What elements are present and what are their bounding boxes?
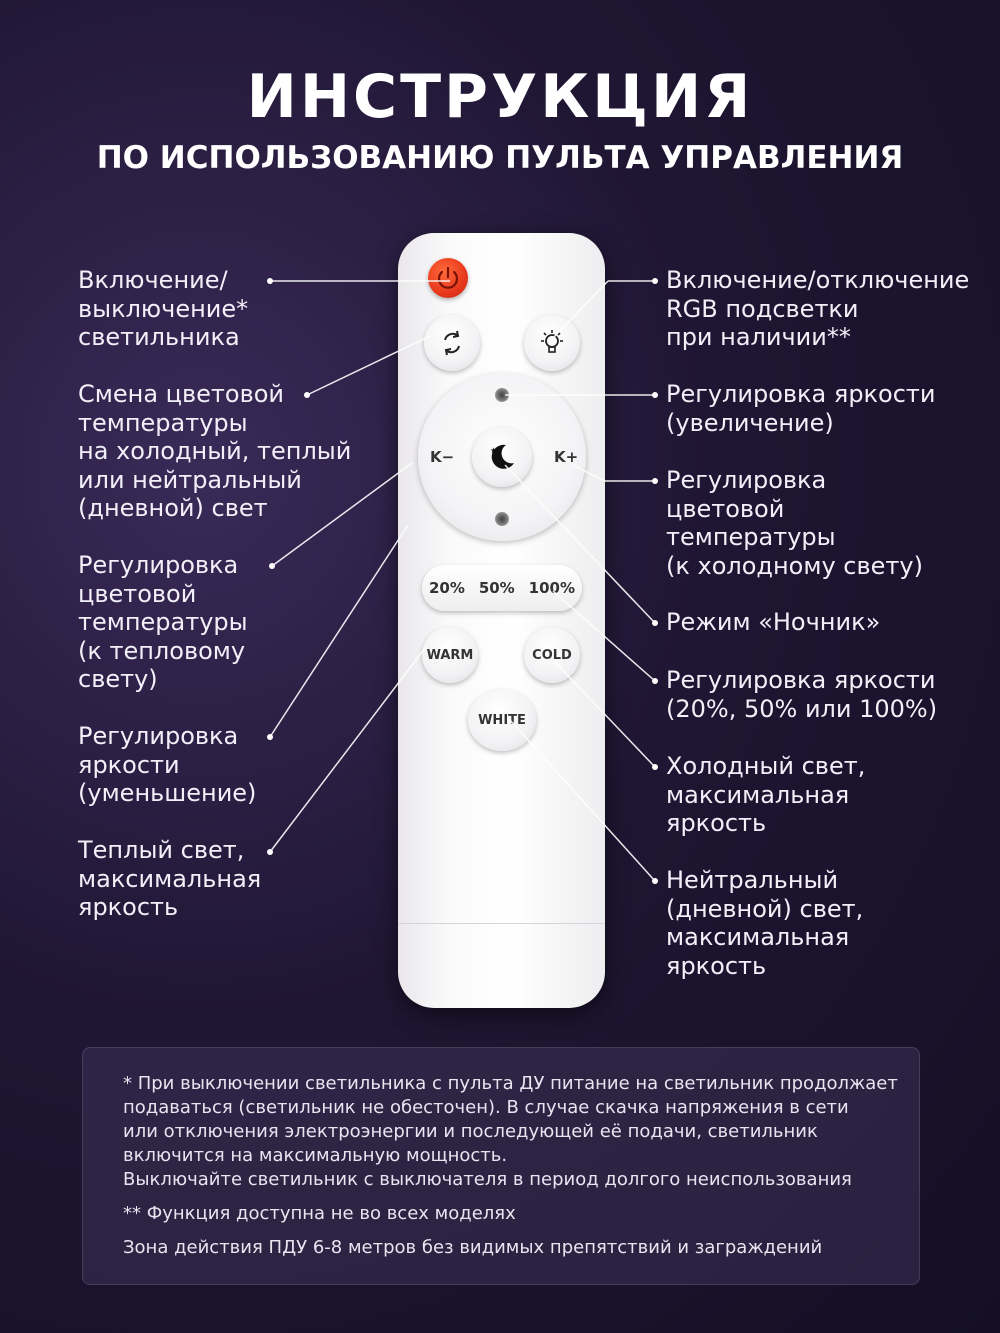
svg-text:★: ★ [493,458,499,465]
page-title: ИНСТРУКЦИЯ [246,62,754,132]
brightness-20-button[interactable]: 20% [428,579,465,597]
label-brightness-up: Регулировка яркости (увеличение) [666,380,936,437]
brightness-50-button[interactable]: 50% [478,579,515,597]
label-night-mode: Режим «Ночник» [666,608,881,636]
k-plus-button[interactable]: K+ [554,448,579,466]
brightness-100-button[interactable]: 100% [528,579,575,597]
note-function-availability: ** Функция доступна не во всех моделях [123,1203,516,1224]
svg-text:★: ★ [490,446,498,455]
white-button[interactable]: WHITE [468,689,536,751]
label-neutral-max: Нейтральный (дневной) свет, максимальная яркость [666,866,864,980]
note-power-off: * При выключении светильника с пульта ДУ питание на светильник продолжает подаваться (светильник не обесточен). В случае скачка напряжения в сети или отключения электроэнергии и последующей её подачи, светильник включится на максимальную мощность. Выключайте светильник с выключателя в период долгого неиспользования [123,1073,898,1190]
label-cooler: Регулировка цветовой температуры (к холодному свету) [666,466,923,580]
label-warmer: Регулировка цветовой температуры (к тепловому свету) [78,551,248,693]
label-power: Включение/ выключение* светильника [78,266,249,351]
label-cold-max: Холодный свет, максимальная яркость [666,752,866,837]
note-range: Зона действия ПДУ 6-8 метров без видимых препятствий и заграждений [123,1237,823,1258]
label-brightness-levels: Регулировка яркости (20%, 50% или 100%) [666,666,938,723]
notes-box [82,1047,920,1285]
label-color-temp-change: Смена цветовой температуры на холодный, теплый или нейтральный (дневной) свет [78,380,352,522]
k-minus-button[interactable]: K− [430,448,455,466]
cold-button[interactable]: COLD [524,627,580,683]
warm-button[interactable]: WARM [422,627,478,683]
label-brightness-down: Регулировка яркости (уменьшение) [78,722,257,807]
label-warm-max: Теплый свет, максимальная яркость [78,836,262,921]
label-rgb: Включение/отключение RGB подсветки при наличии** [666,266,970,351]
page-subtitle: ПО ИСПОЛЬЗОВАНИЮ ПУЛЬТА УПРАВЛЕНИЯ [96,140,904,176]
